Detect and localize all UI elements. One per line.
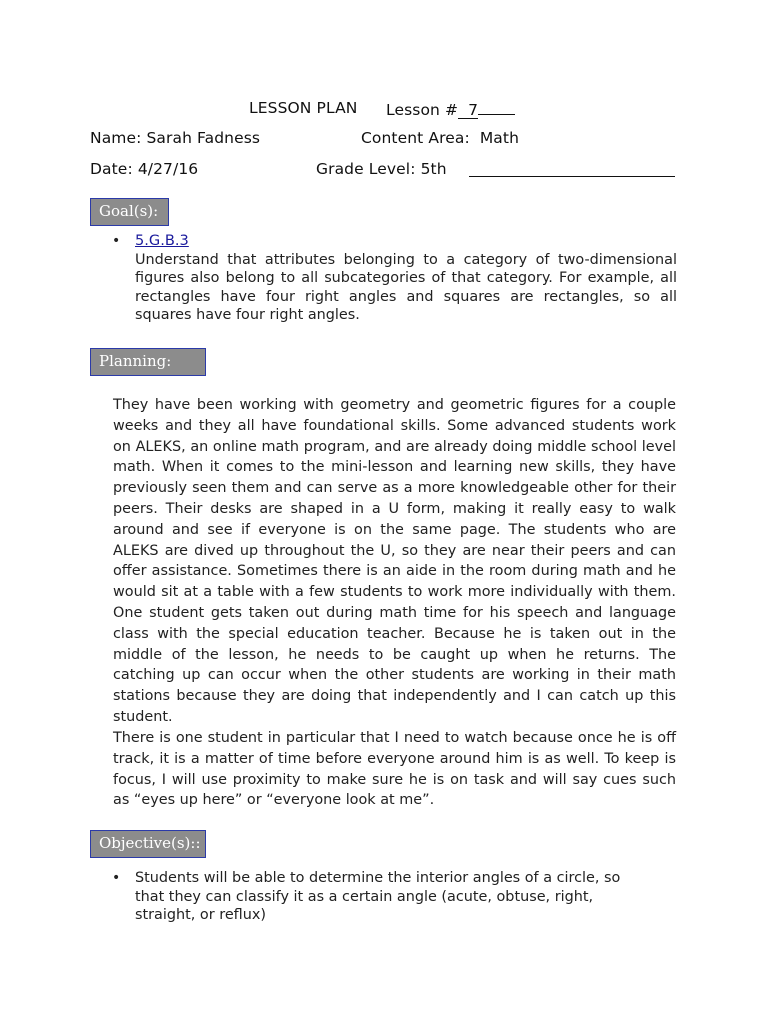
- planning-paragraph-1: They have been working with geometry and geometric figures for a couple weeks and they all have foundational skills. Some advanced students work on ALEKS, an online math program, and are already doing middle school level math. When it comes to the mini-lesson and learning new skills, they have previously seen them and can serve as a more knowledgeable other for their peers. Their desks are shaped in a U form, making it really easy to walk around and see if everyone is on the same page. The students who are ALEKS are dived up throughout the U, so they are near their peers and can offer assistance. Sometimes there is an aide in the room during math and he would sit at a table with a few students to work more individually with them. One student gets taken out during math time for his speech and language class with the special education teacher. Because he is taken out in the middle of the lesson, he needs to be caught up when he returns. The catching up can occur when the other students are working in their math stations because they are doing that independently and I can catch up this student.: [113, 397, 676, 725]
- objective-text: Students will be able to determine the interior angles of a circle, so that they can classify it as a certain angle (acute, obtuse, right, straight, or reflux): [135, 870, 621, 923]
- date-label: Date:: [90, 160, 133, 178]
- name-label: Name:: [90, 129, 142, 147]
- title-text: LESSON PLAN: [249, 99, 358, 117]
- planning-label-text: Planning:: [99, 352, 172, 370]
- objectives-list: [90, 869, 650, 925]
- goal-description: Understand that attributes belonging to a category of two-dimensional figures also belong to all subcategories of that category. For example, all rectangles have four right angles and squares are rectangles, so all squares have four right angles.: [135, 251, 677, 323]
- goals-section-label: [90, 198, 169, 226]
- grade-level-line: [316, 160, 447, 178]
- content-area-value: Math: [479, 129, 520, 147]
- lesson-plan-title: [249, 99, 357, 117]
- name-line: [90, 129, 260, 147]
- planning-paragraph-2: There is one student in particular that I need to watch because once he is off track, it is a matter of time before everyone around him is as well. To keep is focus, I will use proximity to make sure he is on task and will say cues such as “eyes up here” or “everyone look at me”.: [113, 730, 676, 809]
- bullet-icon: •: [112, 233, 121, 249]
- lesson-number-field: [458, 102, 478, 119]
- content-area-line: [361, 129, 519, 147]
- objectives-label-text: Objective(s)::: [99, 834, 201, 852]
- lesson-number-line: [386, 99, 515, 119]
- content-area-label: Content Area:: [361, 129, 470, 147]
- lesson-number-blank: [478, 99, 515, 115]
- goals-list: [90, 232, 677, 325]
- planning-section-label: [90, 348, 206, 376]
- objectives-section-label: [90, 830, 206, 858]
- goal-item: [90, 232, 677, 325]
- objective-item: [90, 869, 650, 925]
- date-value: 4/27/16: [137, 160, 199, 178]
- lesson-label: Lesson #: [386, 101, 459, 119]
- grade-level-blank: [469, 176, 675, 177]
- goal-standard-link[interactable]: 5.G.B.3: [135, 232, 189, 249]
- date-line: [90, 160, 198, 178]
- name-value: Sarah Fadness: [146, 129, 261, 147]
- lesson-number-value: 7: [468, 101, 479, 119]
- bullet-icon: •: [112, 870, 121, 886]
- goals-label-text: Goal(s):: [99, 202, 159, 220]
- grade-level-label: Grade Level:: [316, 160, 416, 178]
- grade-level-value: 5th: [420, 160, 447, 178]
